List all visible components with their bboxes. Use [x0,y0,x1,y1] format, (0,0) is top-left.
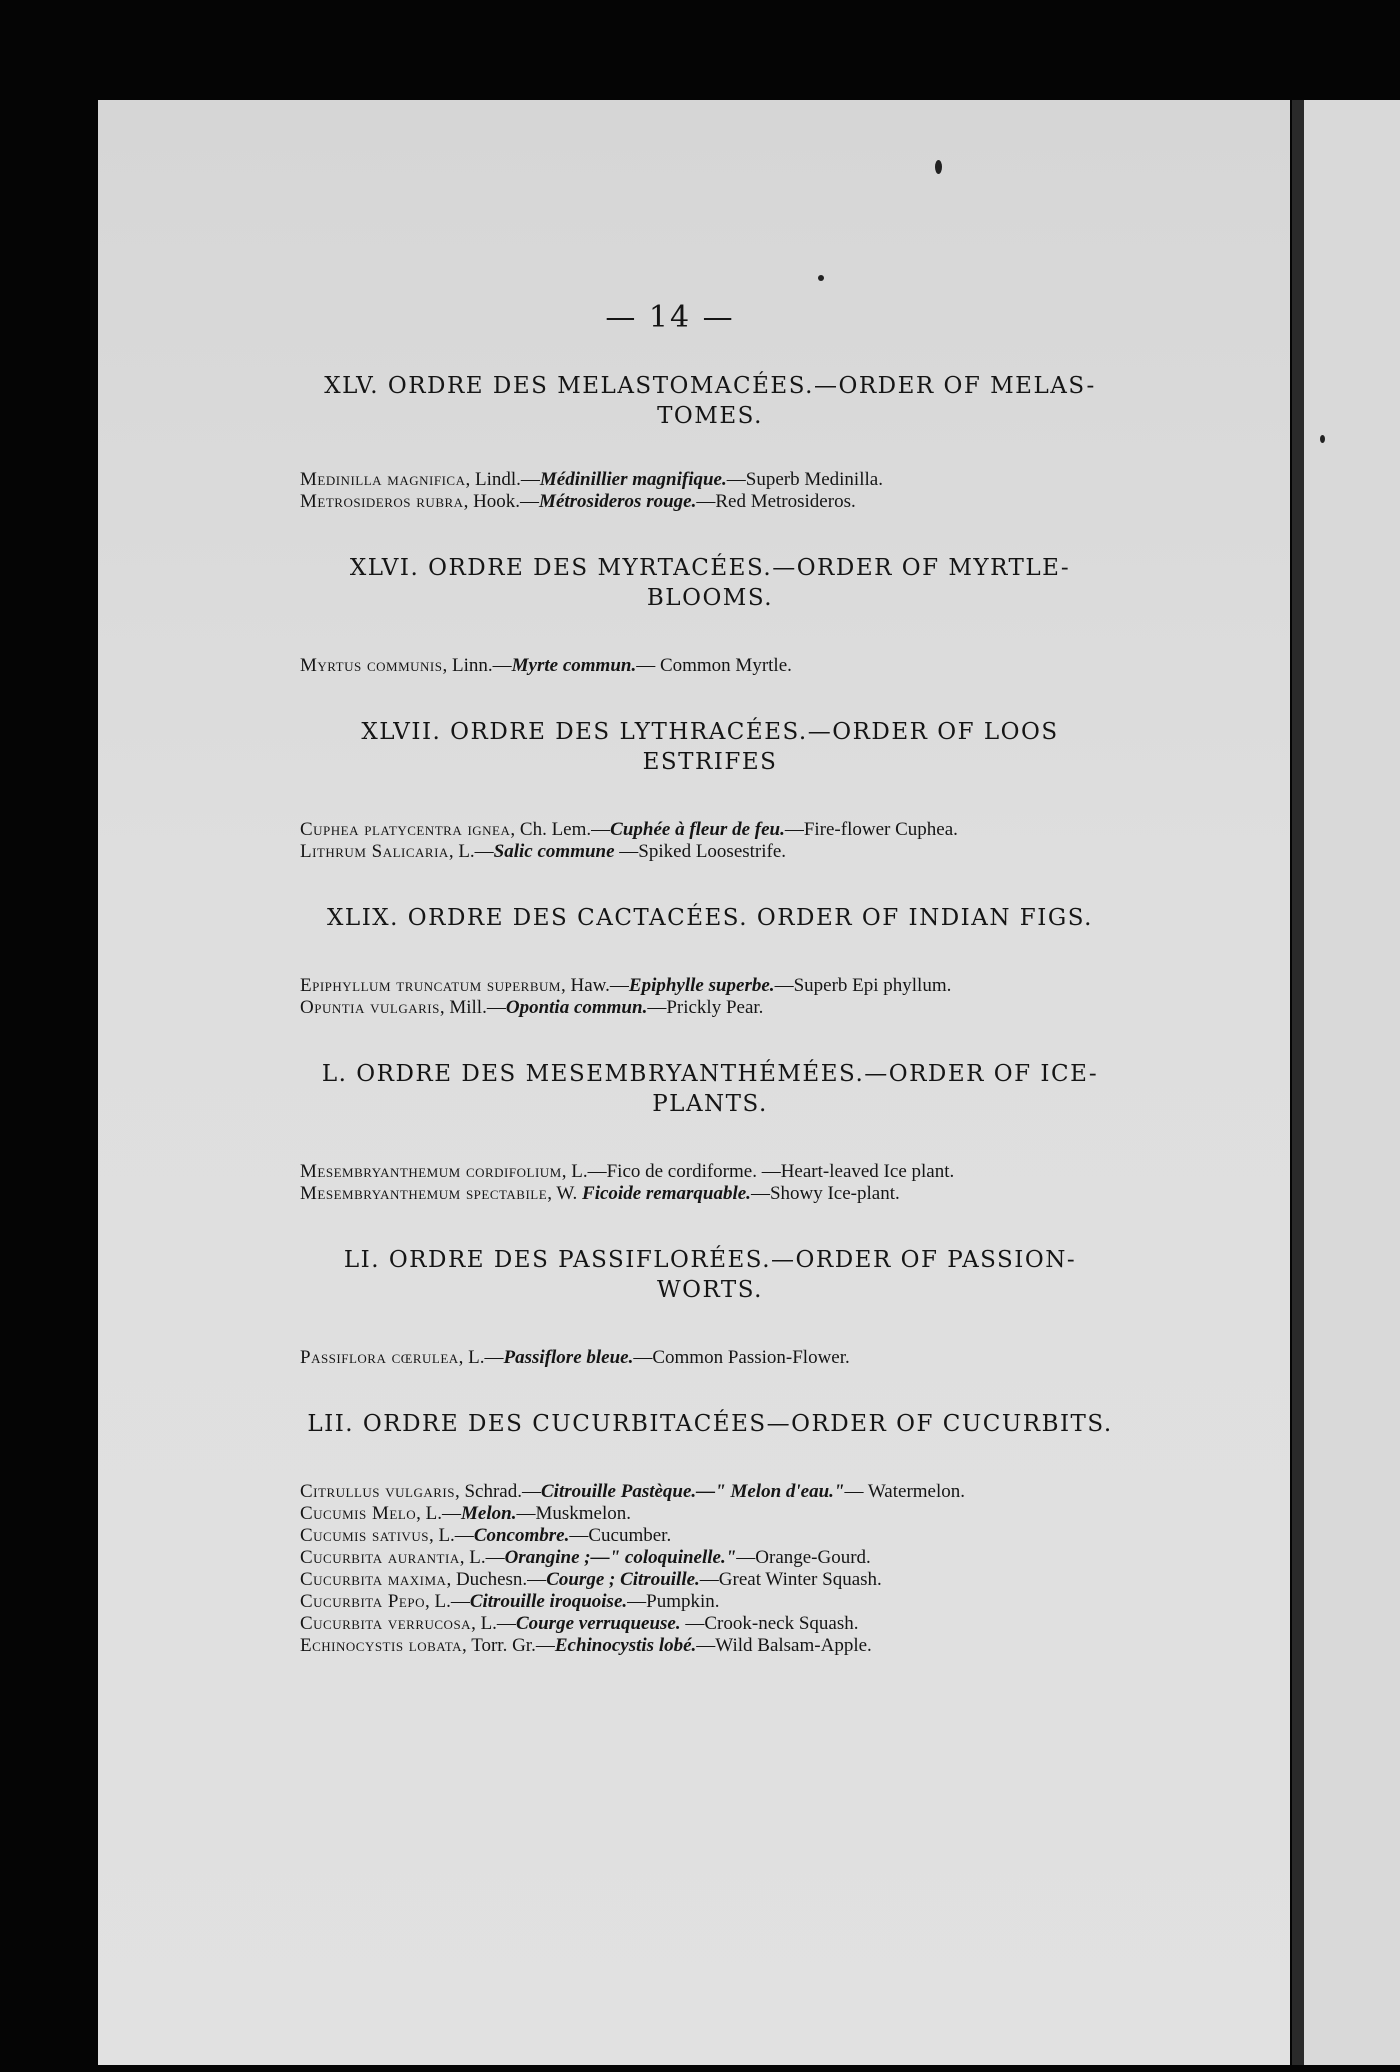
species-entry [300,1347,1120,1369]
scientific-name: Cuphea platycentra ignea [300,819,511,840]
species-list [300,819,1120,863]
english-name: —Great Winter Squash. [699,1569,882,1590]
english-name: —Crook-neck Squash. [680,1613,859,1634]
french-name: Echinocystis lobé. [554,1635,697,1656]
species-entry [300,1481,1120,1503]
species-entry [300,975,1120,997]
species-list [300,655,1120,677]
section-heading: L. ORDRE DES MESEMBRYANTHÉMÉES.—ORDER OF ICE-PLANTS. [321,1061,1099,1117]
scientific-name: Cucurbita maxima [300,1569,447,1590]
ink-speck [935,160,942,174]
section-heading: LI. ORDRE DES PASSIFLORÉES.—ORDER OF PASSION-WORTS. [343,1247,1077,1303]
english-name: —Superb Medinilla. [726,469,883,490]
species-entry [300,1547,1120,1569]
english-name: —Common Passion-Flower. [633,1347,850,1368]
french-name: Epiphylle superbe. [628,975,775,996]
species-entry [300,1613,1120,1635]
french-name: Myrte commun. [511,655,637,676]
ink-speck [1320,435,1325,443]
french-name: Orangine ;—" coloquinelle." [504,1547,737,1568]
authority: , Haw.— [560,975,629,996]
scientific-name: Mesembryanthemum spectabile [300,1183,548,1204]
french-name: Passiflore bleue. [503,1347,634,1368]
english-name: Fico de cordiforme. —Heart-leaved Ice plant. [606,1161,955,1182]
section-heading: XLVI. ORDRE DES MYRTACÉES.—ORDER OF MYRTLE-BLOOMS. [349,555,1071,611]
species-entry [300,997,1120,1019]
species-entry [300,655,1120,677]
scientific-name: Echinocystis lobata [300,1635,463,1656]
french-name: Ficoide remarquable. [582,1183,751,1204]
species-entry [300,1525,1120,1547]
authority: , Lindl.— [465,469,540,490]
scientific-name: Cucumis sativus [300,1525,429,1546]
scientific-name: Cucurbita verrucosa [300,1613,472,1634]
section-heading: XLV. ORDRE DES MELASTOMACÉES.—ORDER OF MELAS-TOMES. [324,373,1096,429]
authority: , L.— [428,1525,474,1546]
section-heading: LII. ORDRE DES CUCURBITACÉES—ORDER OF CUCURBITS. [307,1411,1113,1437]
authority: , L.— [424,1591,470,1612]
species-entry [300,1503,1120,1525]
authority: , L.— [448,841,494,862]
species-entry [300,491,1120,513]
species-entry [300,1591,1120,1613]
authority: , Mill.— [439,997,506,1018]
english-name: — Common Myrtle. [636,655,792,676]
authority: , W. [547,1183,583,1204]
english-name: —Muskmelon. [516,1503,631,1524]
species-entry [300,1569,1120,1591]
authority: , L.— [458,1347,504,1368]
english-name: —Red Metrosideros. [696,491,856,512]
french-name: Citrouille iroquoise. [469,1591,628,1612]
authority: , Ch. Lem.— [510,819,611,840]
french-name: Concombre. [473,1525,570,1546]
authority: , Linn.— [442,655,512,676]
scientific-name: Cucumis Melo [300,1503,417,1524]
french-name: Médinillier magnifique. [539,469,727,490]
english-name: —Superb Epi phyllum. [774,975,952,996]
french-name: Courge ; Citrouille. [546,1569,700,1590]
authority: , Duchesn.— [446,1569,547,1590]
scientific-name: Mesembryanthemum cordifolium [300,1161,562,1182]
french-name: Cuphée à fleur de feu. [610,819,785,840]
english-name: —Spiked Loosestrife. [614,841,787,862]
authority: , L.— [471,1613,516,1634]
authority: , L.— [561,1161,607,1182]
adjacent-page-strip [1304,100,1400,2065]
french-name: Courge verruqueuse. [515,1613,681,1634]
ink-speck [818,275,824,281]
scientific-name: Metrosideros rubra [300,491,464,512]
scientific-name: Lithrum Salicaria [300,841,449,862]
authority: , Torr. Gr.— [462,1635,555,1656]
species-entry [300,1161,1120,1183]
species-list [300,1161,1120,1205]
species-list [300,469,1120,513]
scientific-name: Epiphyllum truncatum superbum [300,975,561,996]
scientific-name: Passiflora cœrulea [300,1347,459,1368]
section-heading: XLVII. ORDRE DES LYTHRACÉES.—ORDER OF LOOS ESTRIFES [361,719,1059,775]
english-name: — Watermelon. [844,1481,966,1502]
section-heading: XLIX. ORDRE DES CACTACÉES. ORDER OF INDIAN FIGS. [327,905,1093,931]
page-number: — 14 — [605,300,735,335]
french-name: Melon. [461,1503,517,1524]
species-entry [300,1183,1120,1205]
species-list [300,975,1120,1019]
sections [300,371,1120,1657]
english-name: —Cucumber. [569,1525,672,1546]
english-name: —Fire-flower Cuphea. [784,819,958,840]
english-name: —Orange-Gourd. [736,1547,871,1568]
french-name: Citrouille Pastèque.—" Melon d'eau." [541,1481,845,1502]
species-entry [300,469,1120,491]
species-entry [300,841,1120,863]
english-name: —Showy Ice-plant. [750,1183,900,1204]
species-list [300,1481,1120,1657]
authority: , L.— [459,1547,505,1568]
english-name: —Prickly Pear. [647,997,764,1018]
page-edge [1292,100,1304,2065]
french-name: Métrosideros rouge. [539,491,697,512]
authority: , Hook.— [463,491,540,512]
scientific-name: Cucurbita aurantia [300,1547,460,1568]
page-content [300,300,1120,1697]
scientific-name: Medinilla magnifica [300,469,466,490]
species-list [300,1347,1120,1369]
english-name: —Wild Balsam-Apple. [696,1635,872,1656]
authority: , L.— [416,1503,462,1524]
scientific-name: Myrtus communis [300,655,443,676]
french-name: Opontia commun. [505,997,648,1018]
french-name: Salic commune [493,841,615,862]
authority: , Schrad.— [454,1481,541,1502]
scientific-name: Opuntia vulgaris [300,997,440,1018]
english-name: —Pumpkin. [627,1591,720,1612]
species-entry [300,1635,1120,1657]
scientific-name: Citrullus vulgaris [300,1481,455,1502]
scientific-name: Cucurbita Pepo [300,1591,425,1612]
species-entry [300,819,1120,841]
